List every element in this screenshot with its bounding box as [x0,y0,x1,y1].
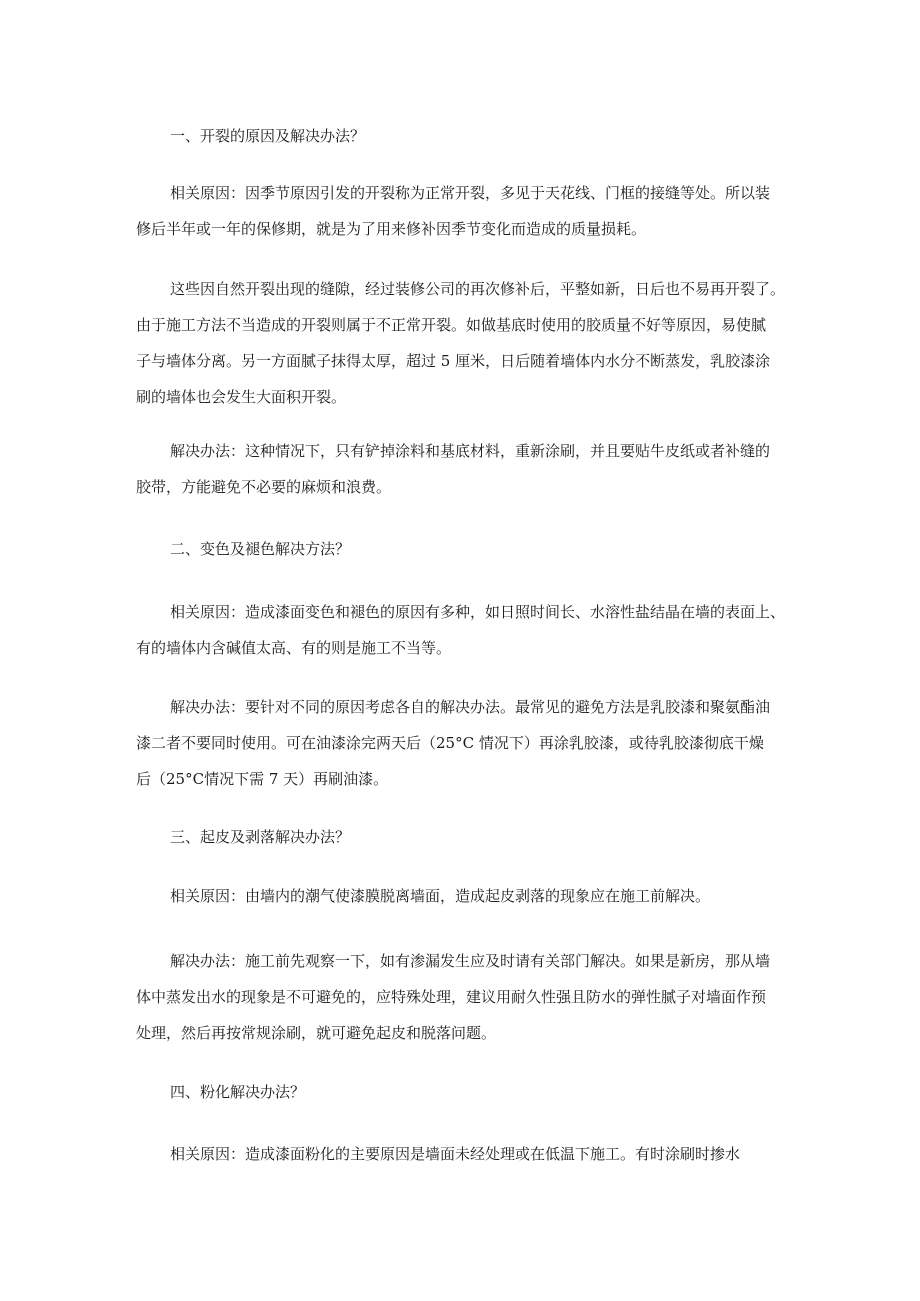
section-2-paragraph-1: 相关原因：造成漆面变色和褪色的原因有多种，如日照时间长、水溶性盐结晶在墙的表面上、 有的墙体内含碱值太高、有的则是施工不当等。 [136,603,786,657]
section-4-paragraph-1: 相关原因：造成漆面粉化的主要原因是墙面未经处理或在低温下施工。有时涂刷时掺水 [170,1145,741,1163]
section-4-heading: 四、粉化解决办法？ [170,1083,306,1101]
section-3-paragraph-1: 相关原因：由墙内的潮气使漆膜脱离墙面，造成起皮剥落的现象应在施工前解决。 [170,887,711,905]
section-2-paragraph-2: 解决办法：要针对不同的原因考虑各自的解决办法。最常见的避免方法是乳胶漆和聚氨酯油 漆二者不要同时使用。可在油漆涂完两天后（25°C 情况下）再涂乳胶漆，或待乳胶漆彻底干燥 后（25°C情况下需 7 天）再刷油漆。 [136,698,771,788]
section-1-paragraph-1: 相关原因：因季节原因引发的开裂称为正常开裂，多见于天花线、门框的接缝等处。所以装 修后半年或一年的保修期，就是为了用来修补因季节变化而造成的质量损耗。 [136,184,771,238]
section-2-heading: 二、变色及褪色解决方法？ [170,540,351,558]
section-1-paragraph-3: 解决办法：这种情况下，只有铲掉涂料和基底材料，重新涂刷，并且要贴牛皮纸或者补缝的 胶带，方能避免不必要的麻烦和浪费。 [136,442,771,496]
section-3-heading: 三、起皮及剥落解决办法？ [170,828,351,846]
section-1-paragraph-2: 这些因自然开裂出现的缝隙，经过装修公司的再次修补后，平整如新，日后也不易再开裂了。 由于施工方法不当造成的开裂则属于不正常开裂。如做基底时使用的胶质量不好等原因，易使腻 子与墙体分离。另一方面腻子抹得太厚，超过 5 厘米，日后随着墙体内水分不断蒸发，乳胶漆涂 刷的墙体也会发生大面积开裂。 [136,280,786,406]
section-1-heading: 一、开裂的原因及解决办法？ [170,127,366,145]
section-3-paragraph-2: 解决办法：施工前先观察一下，如有渗漏发生应及时请有关部门解决。如果是新房，那从墙 体中蒸发出水的现象是不可避免的，应特殊处理，建议用耐久性强且防水的弹性腻子对墙面作预 处理，然后再按常规涂刷，就可避免起皮和脱落问题。 [136,952,771,1042]
